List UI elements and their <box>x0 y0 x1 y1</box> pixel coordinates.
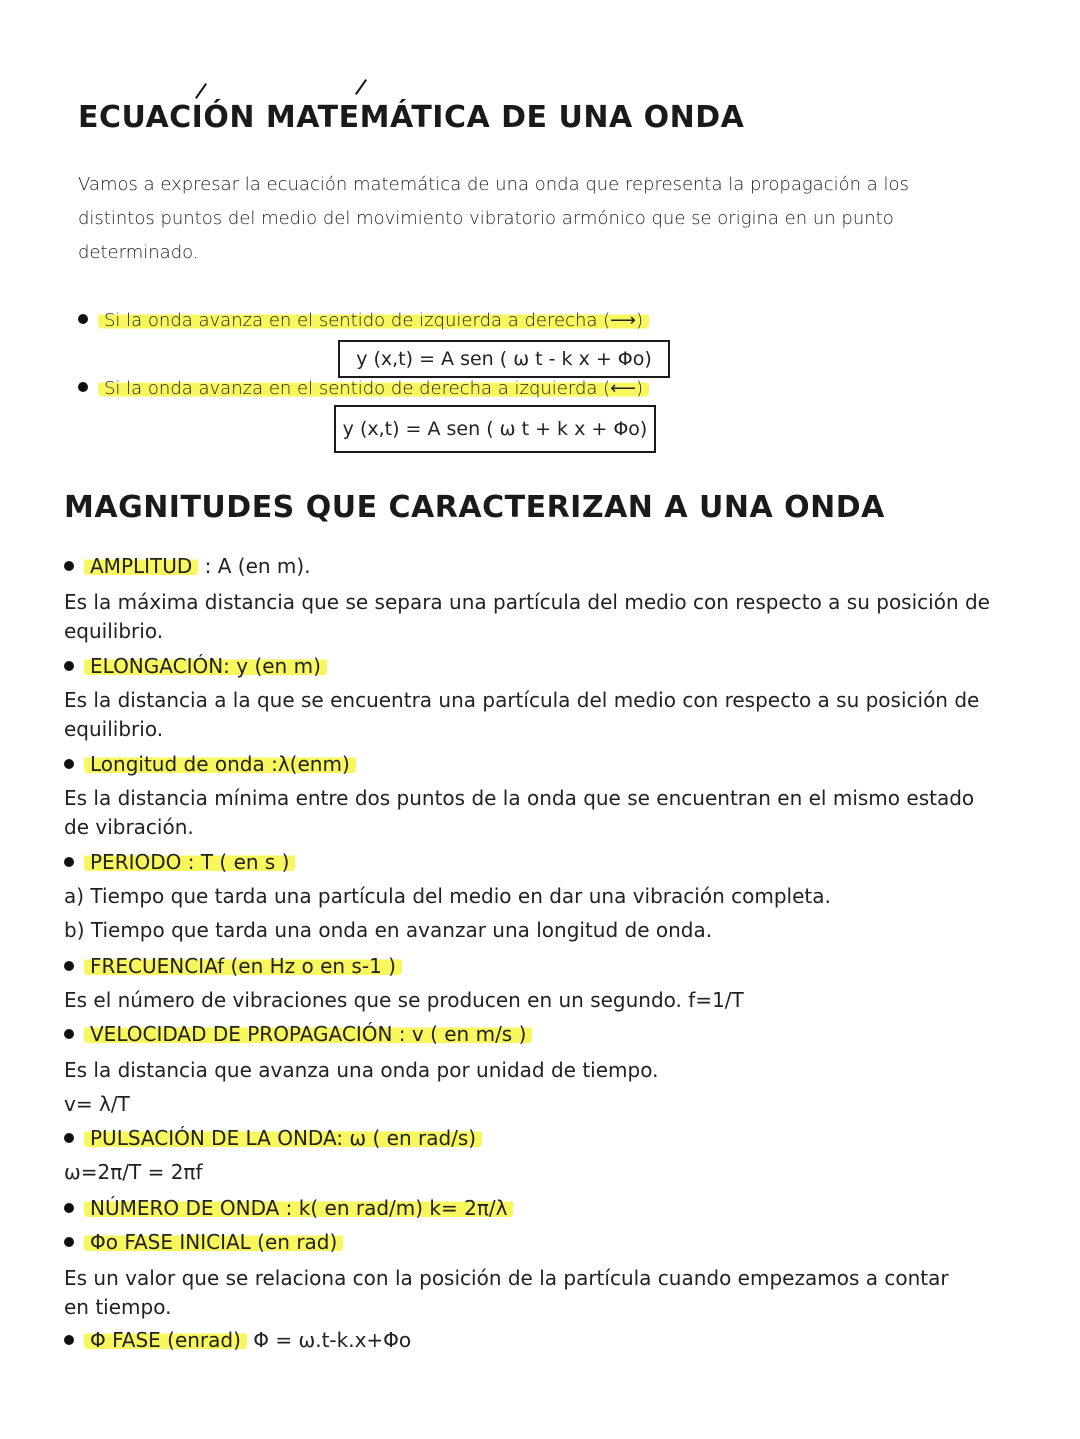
item-elongacion <box>64 654 327 678</box>
desc-line: Es la distancia mínima entre dos puntos de la onda que se encuentran en el mismo estado <box>64 786 975 810</box>
bullet-icon <box>64 1335 74 1345</box>
item-head: Φo FASE INICIAL (en rad) <box>84 1230 343 1254</box>
item-head: PERIODO : T ( en s ) <box>84 850 295 874</box>
item-frecuencia <box>64 954 402 978</box>
item-head: Φ FASE (enrad) <box>84 1328 247 1352</box>
item-head: ELONGACIÓN: y (en m) <box>84 654 327 678</box>
amplitud-desc <box>64 588 1014 646</box>
periodo-a: a) Tiempo que tarda una partícula del medio en dar una vibración completa. <box>64 884 831 908</box>
bullet-icon <box>64 1029 74 1039</box>
intro-line-1: Vamos a expresar la ecuación matemática de una onda que representa la propagación a los <box>78 174 909 195</box>
elongacion-desc <box>64 686 1014 744</box>
pulsacion-formula: ω=2π/T = 2πf <box>64 1160 203 1184</box>
desc-line: de vibración. <box>64 815 194 839</box>
formula-box-2: y (x,t) = A sen ( ω t + k x + Φo) <box>334 405 656 453</box>
longitud-desc <box>64 784 1014 842</box>
bullet-icon <box>64 1133 74 1143</box>
desc-line: en tiempo. <box>64 1295 172 1319</box>
bullet-icon <box>64 1237 74 1247</box>
item-head: NÚMERO DE ONDA : k( en rad/m) k= 2π/λ <box>84 1196 513 1220</box>
intro-line-3: determinado. <box>78 242 199 263</box>
case-right-to-left <box>78 378 649 399</box>
case-text: Si la onda avanza en el sentido de izquierda a derecha (⟶) <box>98 310 649 331</box>
item-head: PULSACIÓN DE LA ONDA: ω ( en rad/s) <box>84 1126 482 1150</box>
accent-mark <box>355 79 367 95</box>
item-head: FRECUENCIAf (en Hz o en s-1 ) <box>84 954 402 978</box>
desc-line: equilibrio. <box>64 717 164 741</box>
case-left-to-right <box>78 310 649 331</box>
bullet-icon <box>64 961 74 971</box>
item-amplitud <box>64 554 311 578</box>
bullet-icon <box>64 661 74 671</box>
item-pulsacion <box>64 1126 482 1150</box>
desc-line: Es un valor que se relaciona con la posición de la partícula cuando empezamos a contar <box>64 1266 949 1290</box>
section-title-magnitudes: MAGNITUDES QUE CARACTERIZAN A UNA ONDA <box>64 490 885 525</box>
item-head: Longitud de onda :λ(enm) <box>84 752 356 776</box>
velocidad-formula: v= λ/T <box>64 1092 130 1116</box>
bullet-icon <box>78 382 88 392</box>
fase-formula: Φ = ω.t-k.x+Φo <box>253 1328 412 1352</box>
formula-box-1: y (x,t) = A sen ( ω t - k x + Φo) <box>338 340 670 378</box>
desc-line: equilibrio. <box>64 619 164 643</box>
item-fase-inicial <box>64 1230 343 1254</box>
velocidad-desc: Es la distancia que avanza una onda por unidad de tiempo. <box>64 1058 659 1082</box>
item-longitud <box>64 752 356 776</box>
desc-line: Es la máxima distancia que se separa una partícula del medio con respecto a su posición de <box>64 590 990 614</box>
item-fase <box>64 1328 411 1352</box>
bullet-icon <box>64 759 74 769</box>
item-velocidad <box>64 1022 532 1046</box>
section-title-equation: ECUACIÓN MATEMÁTICA DE UNA ONDA <box>78 100 745 135</box>
item-head: AMPLITUD <box>84 554 198 578</box>
periodo-b: b) Tiempo que tarda una onda en avanzar una longitud de onda. <box>64 918 713 942</box>
desc-line: Es la distancia a la que se encuentra una partícula del medio con respecto a su posición de <box>64 688 980 712</box>
item-head: VELOCIDAD DE PROPAGACIÓN : v ( en m/s ) <box>84 1022 532 1046</box>
bullet-icon <box>64 561 74 571</box>
intro-line-2: distintos puntos del medio del movimiento vibratorio armónico que se origina en un punto <box>78 208 894 229</box>
item-numero-onda <box>64 1196 513 1220</box>
bullet-icon <box>64 857 74 867</box>
accent-mark <box>195 83 207 99</box>
frecuencia-desc: Es el número de vibraciones que se producen en un segundo. f=1/T <box>64 988 744 1012</box>
item-periodo <box>64 850 295 874</box>
case-text: Si la onda avanza en el sentido de derecha a izquierda (⟵) <box>98 378 649 399</box>
item-head-rest: : A (en m). <box>204 554 311 578</box>
fase-inicial-desc <box>64 1264 1014 1322</box>
bullet-icon <box>78 314 88 324</box>
bullet-icon <box>64 1203 74 1213</box>
